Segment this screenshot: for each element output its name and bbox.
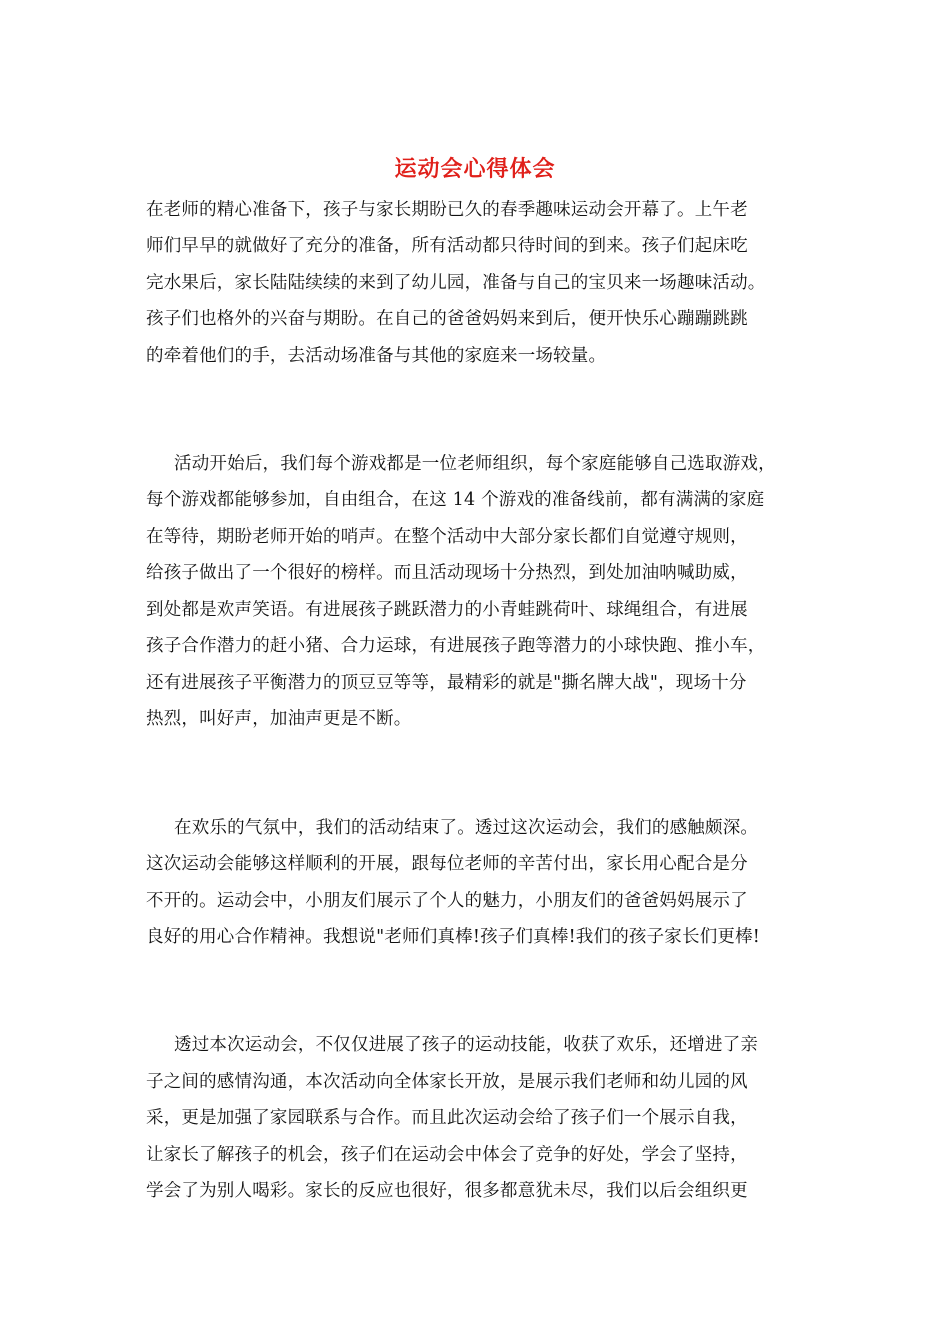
text-line: 在老师的精心准备下，孩子与家长期盼已久的春季趣味运动会开幕了。上午老 bbox=[146, 200, 748, 220]
text-line: 热烈，叫好声，加油声更是不断。 bbox=[146, 709, 412, 729]
text-line: 孩子合作潜力的赶小猪、合力运球，有进展孩子跑等潜力的小球快跑、推小车， bbox=[146, 636, 766, 656]
text-line: 良好的用心合作精神。我想说"老师们真棒!孩子们真棒!我们的孩子家长们更棒! bbox=[146, 927, 761, 947]
text-line: 到处都是欢声笑语。有进展孩子跳跃潜力的小青蛙跳荷叶、球绳组合，有进展 bbox=[146, 600, 748, 620]
text-line: 子之间的感情沟通，本次活动向全体家长开放，是展示我们老师和幼儿园的风 bbox=[146, 1072, 748, 1092]
text-line: 这次运动会能够这样顺利的开展，跟每位老师的辛苦付出，家长用心配合是分 bbox=[146, 854, 748, 874]
text-line: 孩子们也格外的兴奋与期盼。在自己的爸爸妈妈来到后，便开快乐心蹦蹦跳跳 bbox=[146, 309, 748, 329]
text-line: 采，更是加强了家园联系与合作。而且此次运动会给了孩子们一个展示自我， bbox=[146, 1108, 748, 1128]
text-line: 让家长了解孩子的机会，孩子们在运动会中体会了竞争的好处，学会了坚持， bbox=[146, 1145, 748, 1165]
text-line: 透过本次运动会，不仅仅进展了孩子的运动技能，收获了欢乐，还增进了亲 bbox=[174, 1035, 759, 1055]
text-line: 还有进展孩子平衡潜力的顶豆豆等等，最精彩的就是"撕名牌大战"，现场十分 bbox=[146, 673, 747, 693]
text-line: 的牵着他们的手，去活动场准备与其他的家庭来一场较量。 bbox=[146, 346, 607, 366]
text-line: 完水果后，家长陆陆续续的来到了幼儿园，准备与自己的宝贝来一场趣味活动。 bbox=[146, 273, 766, 293]
text-line: 每个游戏都能够参加，自由组合，在这 14 个游戏的准备线前，都有满满的家庭 bbox=[146, 490, 765, 510]
page-title: 运动会心得体会 bbox=[394, 157, 556, 182]
text-line: 师们早早的就做好了充分的准备，所有活动都只待时间的到来。孩子们起床吃 bbox=[146, 236, 748, 256]
text-line: 给孩子做出了一个很好的榜样。而且活动现场十分热烈，到处加油呐喊助威， bbox=[146, 563, 748, 583]
text-line: 在欢乐的气氛中，我们的活动结束了。透过这次运动会，我们的感触颇深。 bbox=[174, 818, 759, 838]
text-line: 在等待，期盼老师开始的哨声。在整个活动中大部分家长都们自觉遵守规则， bbox=[146, 527, 748, 547]
text-line: 活动开始后，我们每个游戏都是一位老师组织，每个家庭能够自己选取游戏， bbox=[174, 454, 776, 474]
text-line: 学会了为别人喝彩。家长的反应也很好，很多都意犹未尽，我们以后会组织更 bbox=[146, 1181, 748, 1201]
text-line: 不开的。运动会中，小朋友们展示了个人的魅力，小朋友们的爸爸妈妈展示了 bbox=[146, 891, 748, 911]
